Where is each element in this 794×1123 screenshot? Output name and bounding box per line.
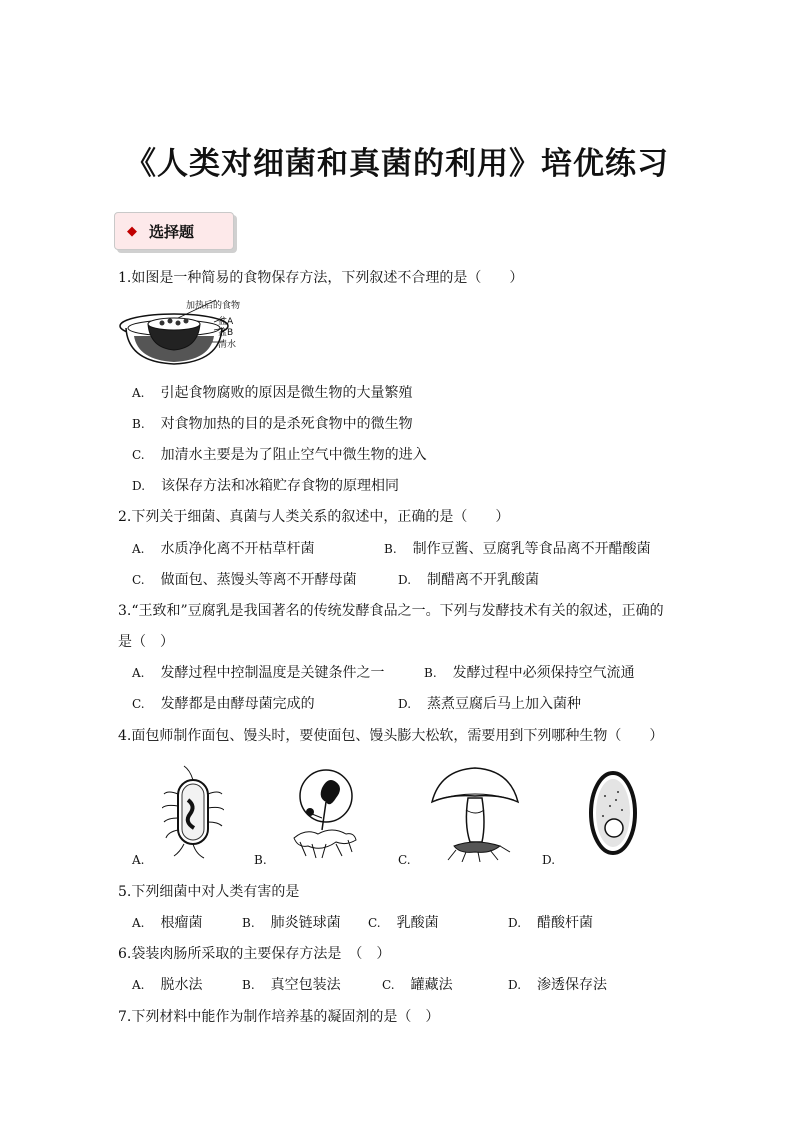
q5-stem: 5.下列细菌中对人类有害的是 (118, 884, 300, 900)
q2-option-a: A. 水质净化离不开枯草杆菌 (132, 541, 315, 557)
q6-option-b: B. 真空包装法 (242, 977, 341, 993)
q1-option-b: B. 对食物加热的目的是杀死食物中的微生物 (132, 416, 413, 432)
q3-option-b: B. 发酵过程中必须保持空气流通 (424, 665, 635, 681)
q1-option-c: C. 加清水主要是为了阻止空气中微生物的进入 (132, 447, 427, 463)
q2-option-d: D. 制醋离不开乳酸菌 (398, 572, 540, 588)
q4-figure-d (588, 770, 638, 860)
q5-option-c: C. 乳酸菌 (368, 915, 439, 931)
q3-stem-line1: 3.“王致和”豆腐乳是我国著名的传统发酵食品之一。下列与发酵技术有关的叙述，正确的 (118, 603, 664, 619)
mold-icon (292, 768, 358, 860)
q6-stem: 6.袋装肉肠所采取的主要保存方法是 （ ） (118, 946, 391, 962)
q3-option-c: C. 发酵都是由酵母菌完成的 (132, 696, 315, 712)
q1-option-d: D. 该保存方法和冰箱贮存食物的原理相同 (132, 478, 400, 494)
page-title: 《人类对细菌和真菌的利用》培优练习 (125, 146, 669, 182)
q2-stem: 2.下列关于细菌、真菌与人类关系的叙述中，正确的是（ ） (118, 509, 510, 525)
q7-stem: 7.下列材料中能作为制作培养基的凝固剂的是（ ） (118, 1009, 440, 1025)
q6-option-c: C. 罐藏法 (382, 977, 453, 993)
q4-option-c: C. (398, 853, 411, 867)
q2-option-b: B. 制作豆酱、豆腐乳等食品离不开醋酸菌 (384, 541, 651, 557)
diamond-icon: ◆ (127, 223, 137, 239)
mushroom-icon (430, 764, 520, 862)
bacterium-icon (162, 764, 224, 860)
q6-option-a: A. 脱水法 (132, 977, 203, 993)
q2-option-c: C. 做面包、蒸馒头等离不开酵母菌 (132, 572, 357, 588)
q4-option-a: A. (132, 853, 145, 867)
figure-label-water: 清水 (218, 340, 237, 350)
figure-label-bowl-a: 盆A (218, 317, 234, 327)
q4-figure-c (430, 764, 520, 866)
section-label: 选择题 (149, 222, 195, 241)
figure-label-bowl-b: 盆B (218, 328, 234, 338)
q3-stem-line2: 是（ ） (118, 634, 174, 650)
yeast-cell-icon (588, 770, 638, 856)
q5-option-d: D. 醋酸杆菌 (508, 915, 594, 931)
q3-option-d: D. 蒸煮豆腐后马上加入菌种 (398, 696, 582, 712)
q4-figure-b (292, 768, 358, 864)
q1-stem: 1.如图是一种简易的食物保存方法，下列叙述不合理的是（ ） (118, 270, 524, 286)
q1-figure (118, 292, 258, 378)
q4-figure-a (162, 764, 224, 864)
section-badge (114, 212, 234, 250)
figure-label-food: 加热后的食物 (186, 301, 241, 311)
q5-option-b: B. 肺炎链球菌 (242, 915, 341, 931)
q1-option-a: A. 引起食物腐败的原因是微生物的大量繁殖 (132, 385, 413, 401)
q4-option-d: D. (542, 853, 556, 867)
q4-option-b: B. (254, 853, 267, 867)
q6-option-d: D. 渗透保存法 (508, 977, 608, 993)
q3-option-a: A. 发酵过程中控制温度是关键条件之一 (132, 665, 385, 681)
q5-option-a: A. 根瘤菌 (132, 915, 203, 931)
q4-stem: 4.面包师制作面包、馒头时，要使面包、馒头膨大松软，需要用到下列哪种生物（ ） (118, 728, 664, 744)
